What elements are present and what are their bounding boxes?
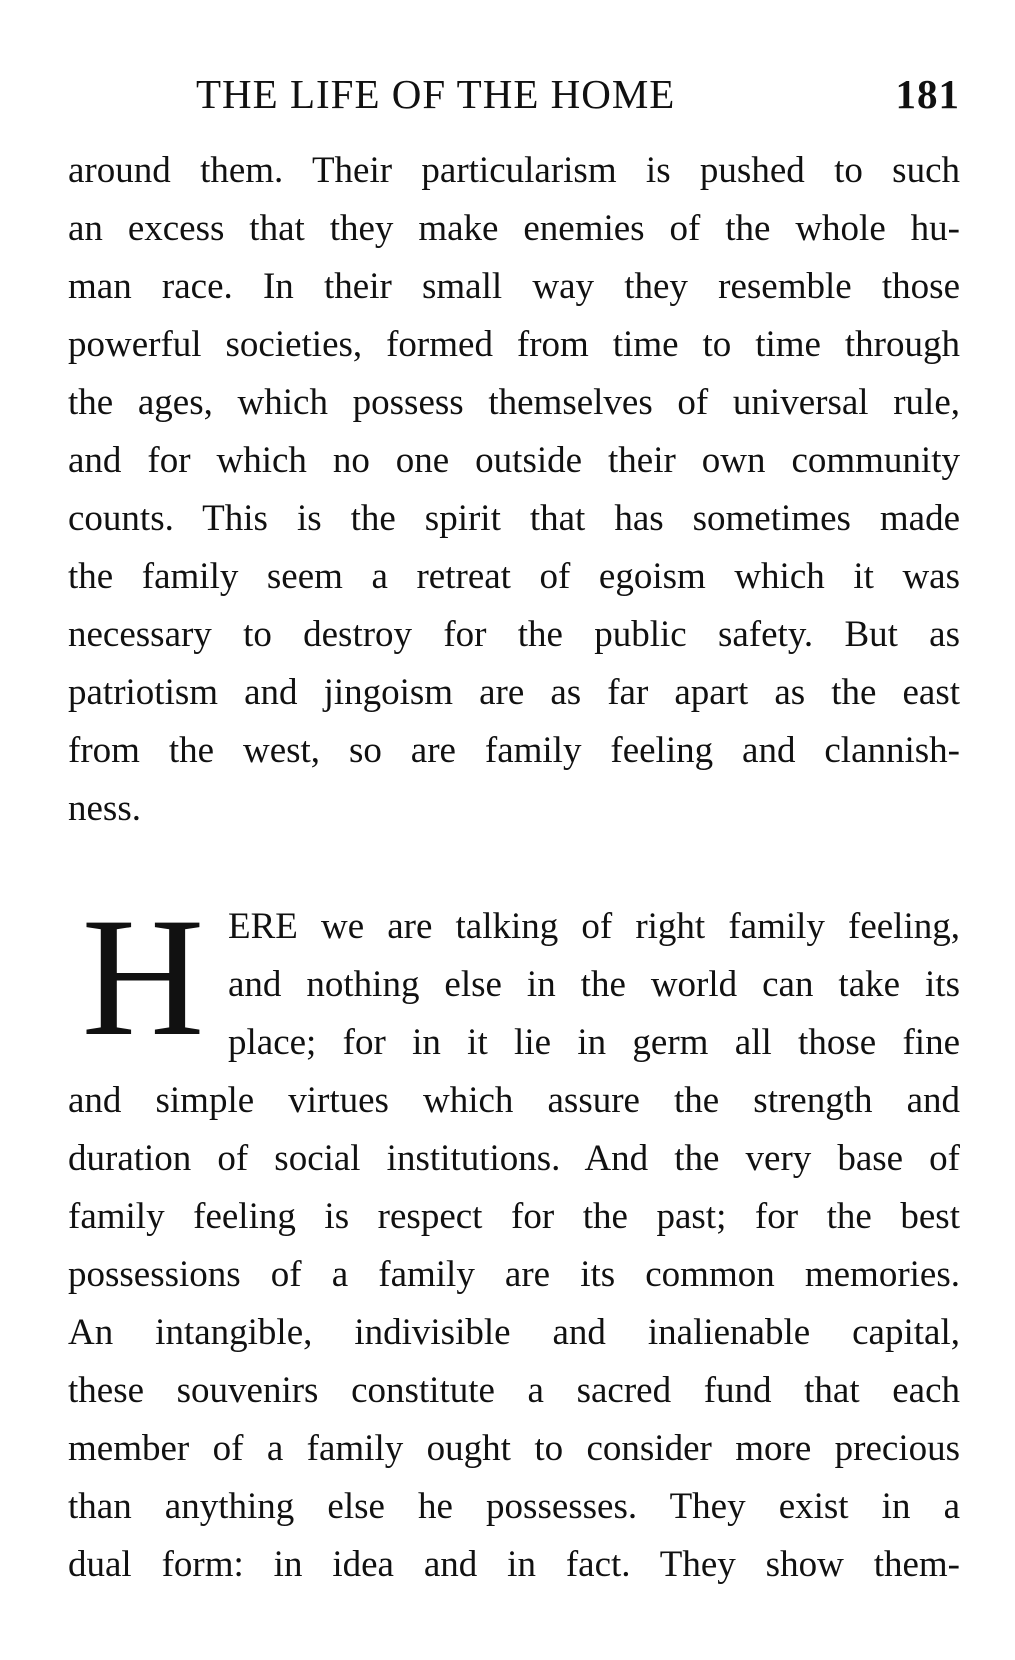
text-line: and for which no one outside their own community: [68, 440, 960, 481]
paragraph-1: [68, 142, 960, 838]
text-line: around them. Their particularism is pushed to such: [68, 150, 960, 191]
text-line: possessions of a family are its common memories.: [68, 1254, 960, 1295]
text-line: member of a family ought to consider more precious: [68, 1428, 960, 1469]
text-line: counts. This is the spirit that has sometimes made: [68, 498, 960, 539]
book-page: [68, 70, 960, 1594]
running-title: THE LIFE OF THE HOME: [196, 71, 676, 117]
text-line: place; for in it lie in germ all those fine: [228, 1022, 960, 1063]
paragraph-2: [68, 883, 960, 1594]
text-line: the ages, which possess themselves of universal rule,: [68, 382, 960, 423]
running-head: [68, 70, 960, 126]
body-text: [68, 142, 960, 1594]
text-line: these souvenirs constitute a sacred fund that each: [68, 1370, 960, 1411]
text-line: dual form: in idea and in fact. They show them-: [68, 1544, 960, 1585]
text-line: and nothing else in the world can take its: [228, 964, 960, 1005]
text-line: the family seem a retreat of egoism which it was: [68, 556, 960, 597]
text-line: necessary to destroy for the public safety. But as: [68, 614, 960, 655]
text-line: powerful societies, formed from time to time through: [68, 324, 960, 365]
text-line: family feeling is respect for the past; for the best: [68, 1196, 960, 1237]
text-line: man race. In their small way they resemble those: [68, 266, 960, 307]
text-line: an excess that they make enemies of the whole hu-: [68, 208, 960, 249]
text-line: patriotism and jingoism are as far apart as the east: [68, 672, 960, 713]
text-line: and simple virtues which assure the strength and: [68, 1080, 960, 1121]
drop-cap: H: [81, 883, 205, 1071]
text-line: ERE we are talking of right family feeling,: [228, 906, 960, 947]
text-line: An intangible, indivisible and inalienable capital,: [68, 1312, 960, 1353]
text-line: from the west, so are family feeling and clannish-: [68, 730, 960, 771]
text-line: duration of social institutions. And the very base of: [68, 1138, 960, 1179]
text-line: than anything else he possesses. They exist in a: [68, 1486, 960, 1527]
text-line: ness.: [68, 788, 141, 829]
page-number: 181: [895, 71, 960, 117]
